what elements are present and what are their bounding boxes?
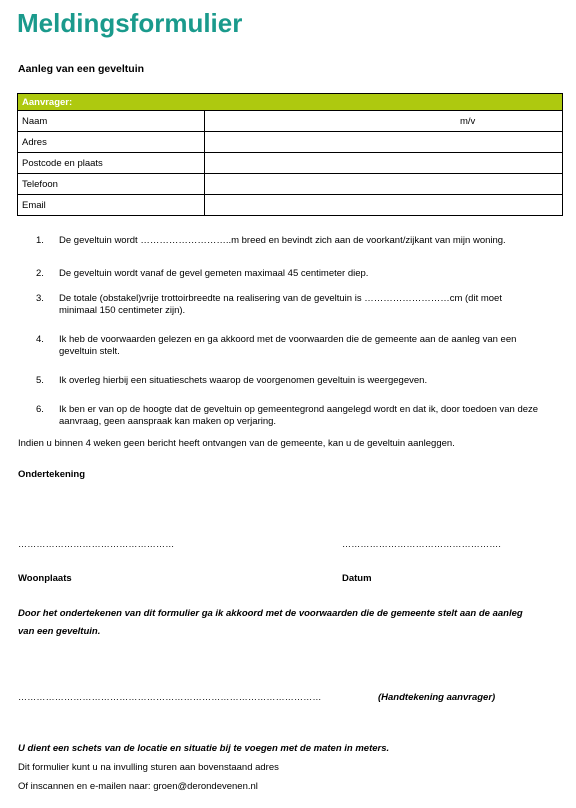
name-label: Naam [18, 111, 205, 132]
item-number: 5. [36, 375, 44, 386]
notice-text: Indien u binnen 4 weken geen bericht heeft ontvangen van de gemeente, kan u de geveltuin aanleggen. [18, 438, 455, 449]
address-label: Adres [18, 132, 205, 153]
item-text: De geveltuin wordt vanaf de gevel gemeten maximaal 45 centimeter diep. [59, 268, 369, 279]
item-text: De totale (obstakel)vrije trottoirbreedte na realisering van de geveltuin is ………………………cm (dit moet minimaal 150 centimeter zijn). [59, 293, 502, 316]
name-field[interactable] [205, 111, 563, 132]
table-row [18, 132, 563, 153]
signature-heading: Ondertekening [18, 469, 86, 480]
item-number: 3. [36, 293, 44, 304]
signature-line[interactable]: ……………………………………………………………………………………… [18, 692, 322, 702]
address-field[interactable] [205, 132, 563, 153]
residence-label: Woonplaats [18, 573, 72, 584]
item-text: Ik heb de voorwaarden gelezen en ga akkoord met de voorwaarden die de gemeente aan de aanleg van een geveltuin stelt. [59, 334, 517, 357]
item-number: 2. [36, 268, 44, 279]
signature-label: (Handtekening aanvrager) [378, 692, 496, 703]
gender-option-label: m/v [460, 116, 476, 127]
email-note: Of inscannen en e-mailen naar: groen@derondevenen.nl [18, 781, 258, 792]
form-subtitle: Aanleg van een geveltuin [18, 63, 145, 75]
sketch-note: U dient een schets van de locatie en situatie bij te voegen met de maten in meters. [18, 743, 390, 754]
applicant-table [17, 93, 563, 216]
phone-label: Telefoon [18, 174, 205, 195]
date-label: Datum [342, 573, 372, 584]
phone-field[interactable] [205, 174, 563, 195]
postcode-label: Postcode en plaats [18, 153, 205, 174]
email-field[interactable] [205, 195, 563, 216]
item-number: 1. [36, 235, 44, 246]
residence-line[interactable]: …………………………………………… [18, 539, 175, 549]
table-row [18, 153, 563, 174]
item-text: Ik overleg hierbij een situatieschets waarop de voorgenomen geveltuin is weergegeven. [59, 375, 428, 386]
item-text: Ik ben er van op de hoogte dat de geveltuin op gemeentegrond aangelegd wordt en dat ik, door toedoen van deze aanvraag, geen aanspraak kan maken op verjaring. [59, 404, 539, 427]
email-label: Email [18, 195, 205, 216]
date-line[interactable]: ……………………………………………. [342, 539, 502, 549]
item-number: 4. [36, 334, 44, 345]
table-header: Aanvrager: [18, 94, 563, 111]
item-text: De geveltuin wordt ………………………..m breed en bevindt zich aan de voorkant/zijkant van mijn woning. [59, 235, 506, 246]
table-header-row [18, 94, 563, 111]
postcode-field[interactable] [205, 153, 563, 174]
table-row [18, 111, 563, 132]
table-row [18, 174, 563, 195]
agreement-text: Door het ondertekenen van dit formulier ga ik akkoord met de voorwaarden die de gemeente stelt aan de aanleg van een geveltuin. [18, 608, 523, 637]
send-note: Dit formulier kunt u na invulling sturen aan bovenstaand adres [18, 762, 279, 773]
table-row [18, 195, 563, 216]
page-title: Meldingsformulier [17, 8, 243, 38]
item-number: 6. [36, 404, 44, 415]
